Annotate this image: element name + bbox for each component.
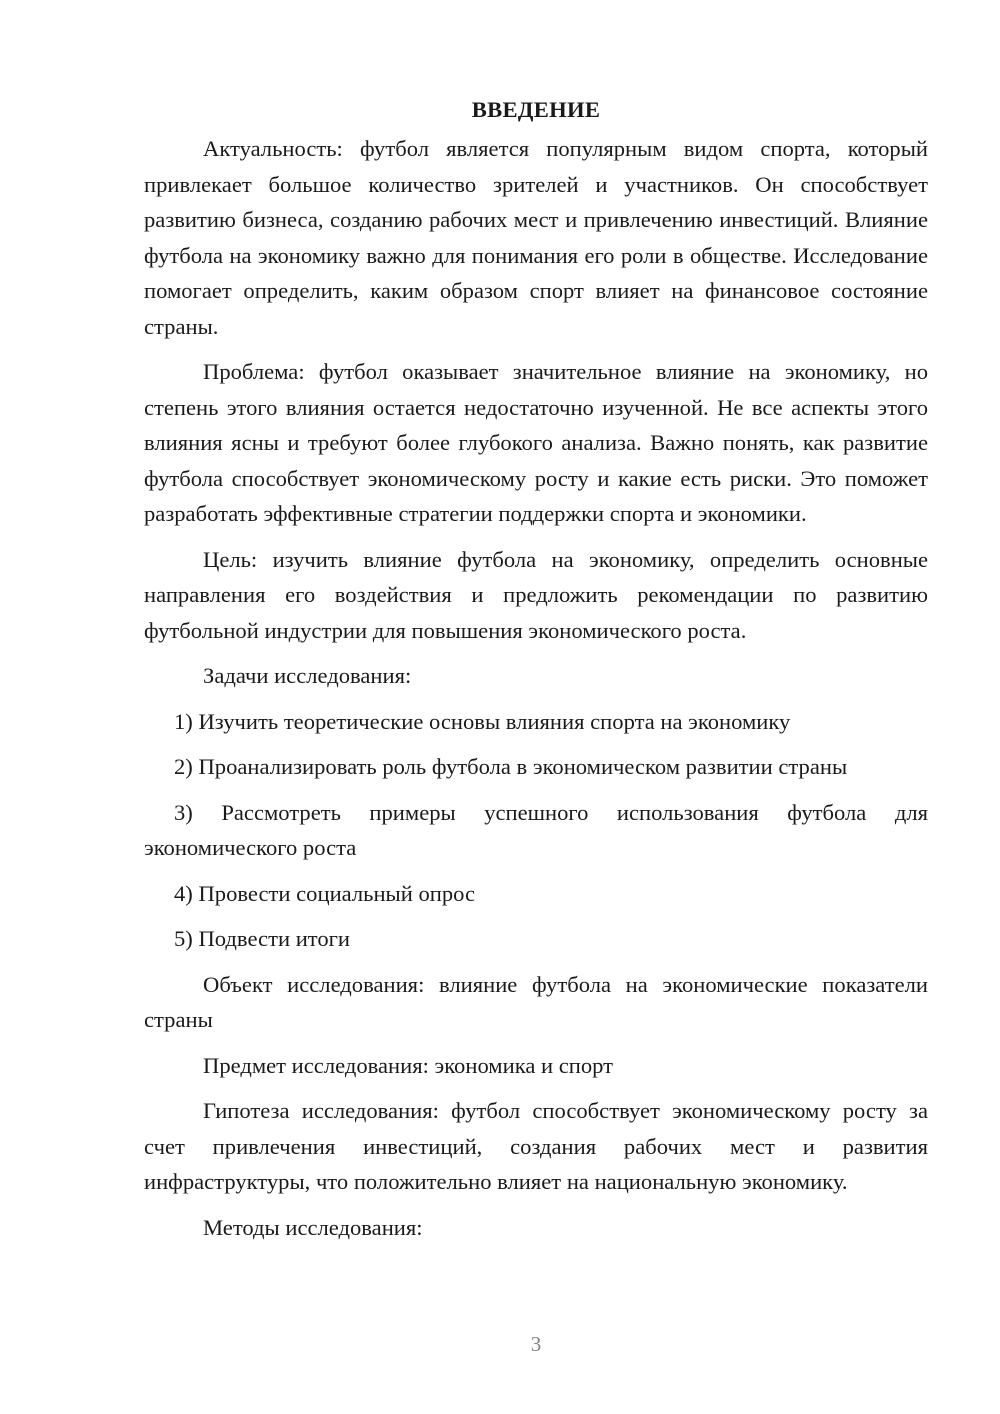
paragraph-relevance: Актуальность: футбол является популярным видом спорта, который привлекает большое количество зрителей и участников. Он способствует развитию бизнеса, созданию рабочих мест и привлечению инвестиций. Влияние футбола на экономику важно для понимания его роли в обществе. Исследование помогает определить, каким образом спорт влияет на финансовое состояние страны. <box>144 136 928 339</box>
task-item: 5) Подвести итоги <box>174 926 351 951</box>
task-item: 4) Провести социальный опрос <box>174 880 476 906</box>
paragraph-problem: Проблема: футбол оказывает значительное влияние на экономику, но степень этого влияния остается недостаточно изученной. Не все аспекты этого влияния ясны и требуют более глубокого анализа. Важно понять, как развитие футбола способствует экономическому росту и какие есть риски. Это поможет разработать эффективные стратегии поддержки спорта и экономики. <box>144 359 928 526</box>
document-body <box>144 92 928 1255</box>
section-title: ВВЕДЕНИЕ <box>471 97 601 122</box>
paragraph-hypothesis: Гипотеза исследования: футбол способствует экономическому росту за счет привлечения инвестиций, создания рабочих мест и развития инфраструктуры, что положительно влияет на национальную экономику. <box>144 1098 928 1194</box>
tasks-heading: Задачи исследования: <box>203 663 412 688</box>
task-item: 3) Рассмотреть примеры успешного использования футбола для экономического роста <box>144 799 928 860</box>
paragraph-subject: Предмет исследования: экономика и спорт <box>203 1052 614 1078</box>
page-number: 3 <box>530 1332 542 1356</box>
methods-heading: Методы исследования: <box>203 1214 423 1240</box>
task-item: 2) Проанализировать роль футбола в экономическом развитии страны <box>174 754 848 779</box>
task-item: 1) Изучить теоретические основы влияния спорта на экономику <box>174 708 791 734</box>
paragraph-goal: Цель: изучить влияние футбола на экономику, определить основные направления его воздействия и предложить рекомендации по развитию футбольной индустрии для повышения экономического роста. <box>144 546 928 643</box>
paragraph-object: Объект исследования: влияние футбола на экономические показатели страны <box>144 971 928 1032</box>
